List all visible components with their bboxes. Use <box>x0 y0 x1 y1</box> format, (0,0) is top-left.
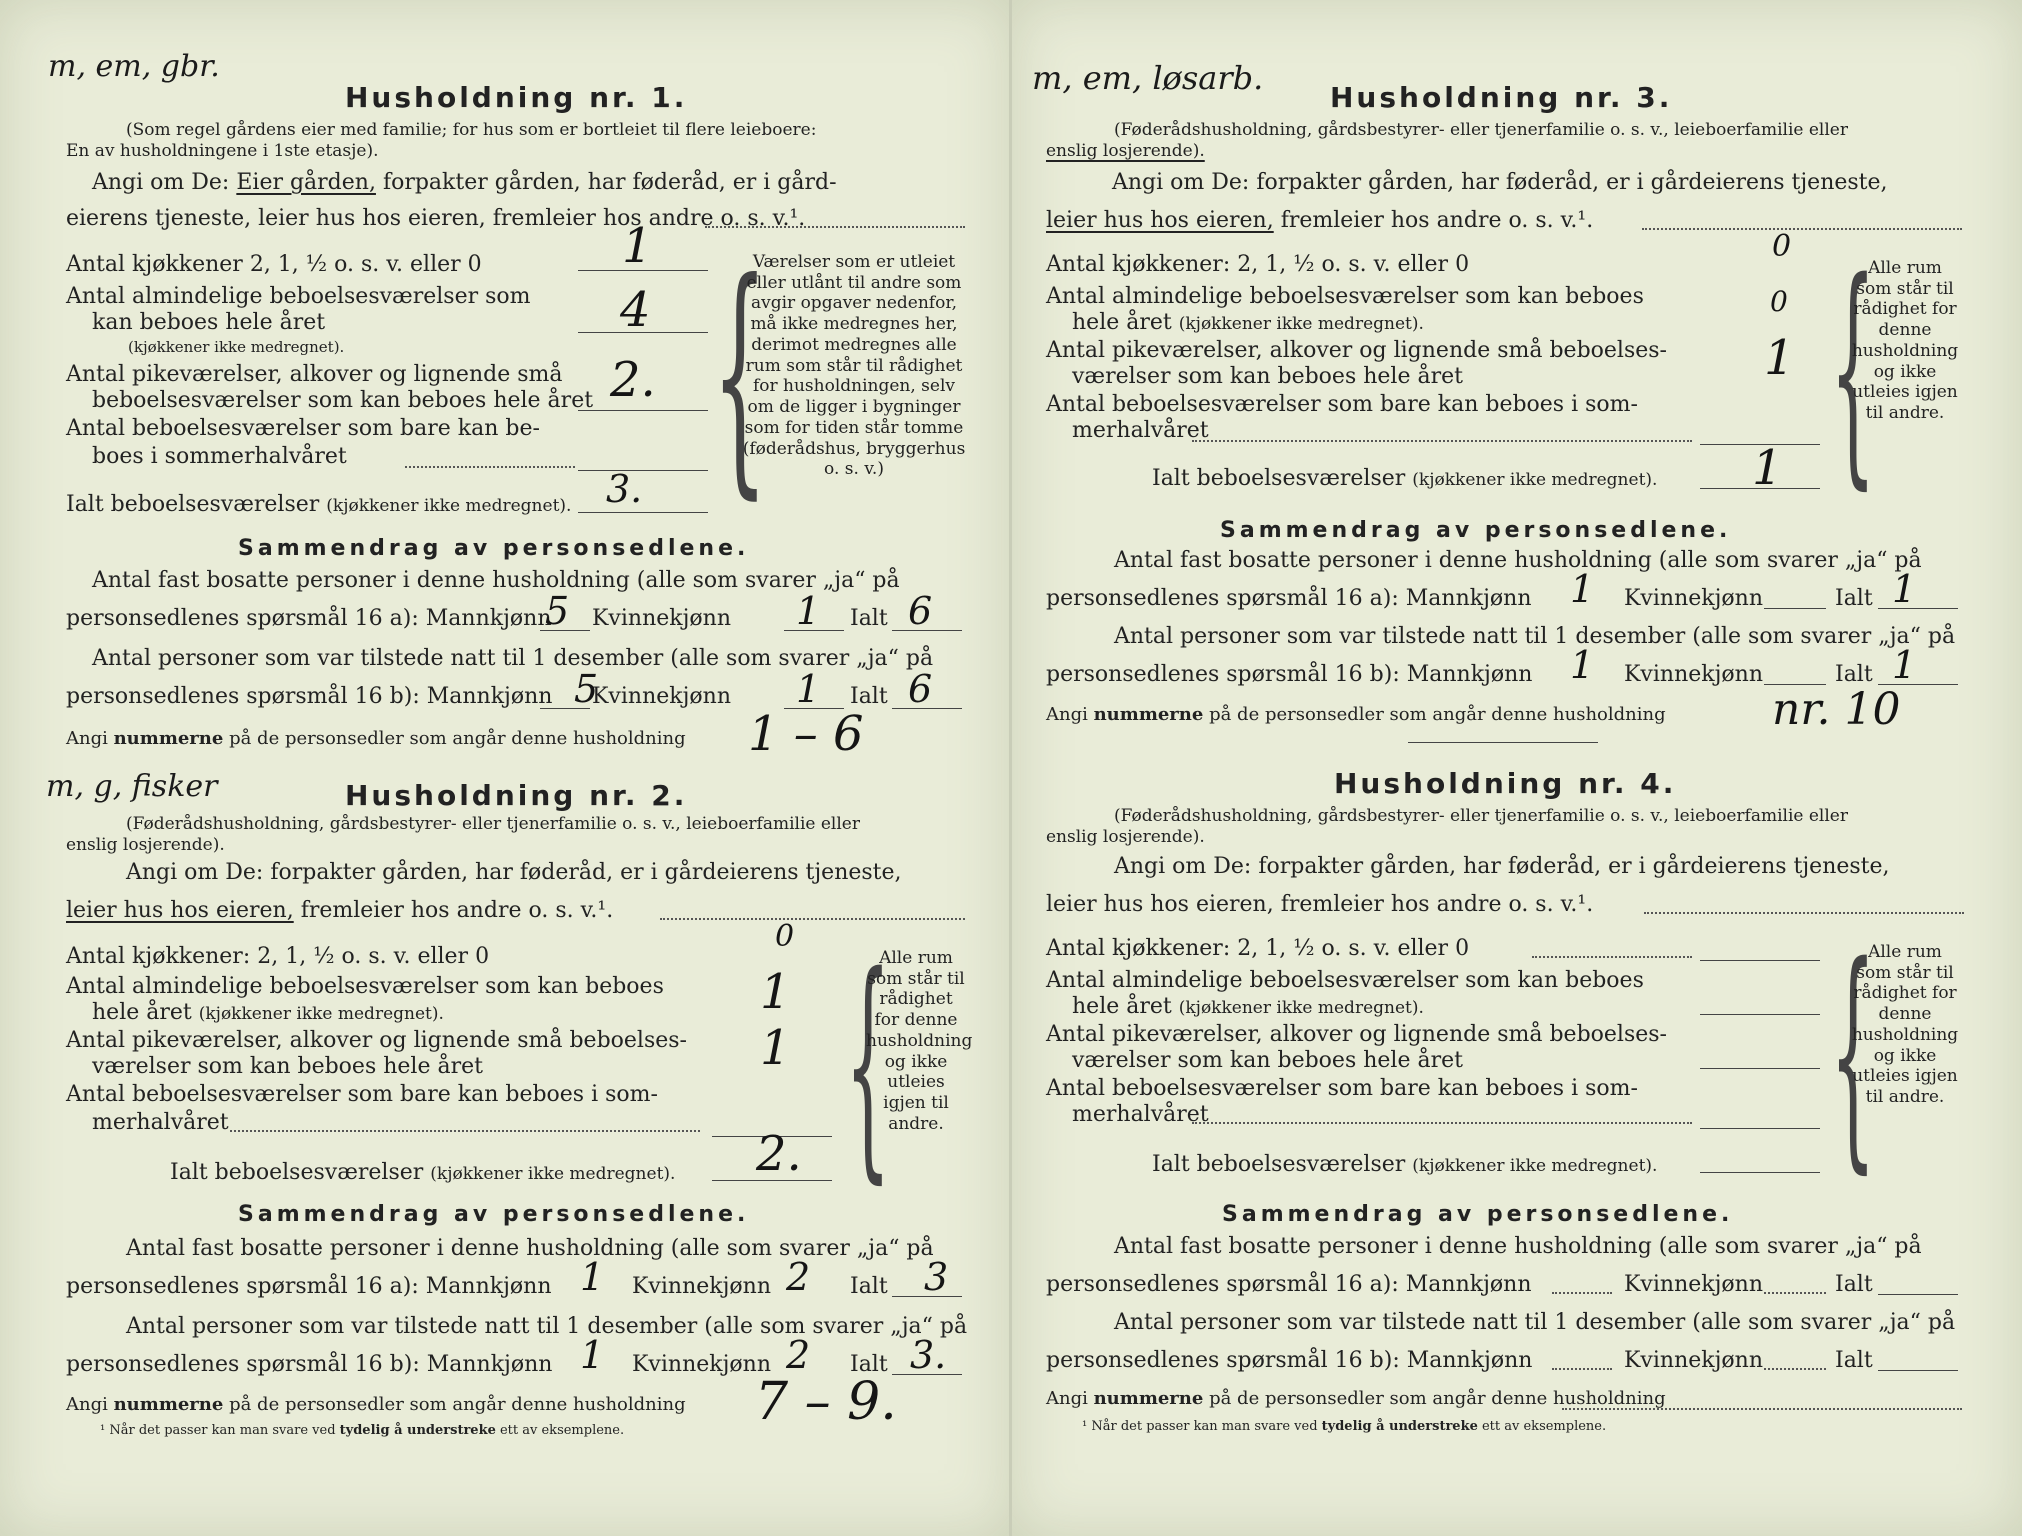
household-4-title: Husholdning nr. 4. <box>1334 767 1677 800</box>
fast-ialt-h1: 6 <box>908 589 933 633</box>
dotted-leader <box>230 1130 700 1132</box>
answer-line <box>578 470 708 471</box>
brace: { <box>1830 914 1876 1194</box>
household-1-angi-line-2: eierens tjeneste, leier hus hos eieren, fremleier hos andre o. s. v.¹. <box>66 206 806 231</box>
dotted-leader <box>1644 912 1964 914</box>
dotted-leader <box>1552 1368 1612 1370</box>
kjokkener-label-h2: Antal kjøkkener: 2, 1, ½ o. s. v. eller 0 <box>66 944 490 969</box>
fast-mann-h1: 5 <box>545 589 570 633</box>
household-2-intro: (Føderådshusholdning, gårdsbestyrer- eller tjenerfamilie o. s. v., leieboerfamilie eller <box>126 814 860 834</box>
household-2-angi-line-1: Angi om De: forpakter gården, har føderåd, er i gårdeierens tjeneste, <box>126 860 902 885</box>
footnote-left: ¹ Når det passer kan man svare ved tydelig å understreke ett av eksemplene. <box>100 1423 625 1438</box>
til-line-2-h3: personsedlenes spørsmål 16 b): Mannkjønn <box>1046 662 1533 687</box>
kvinne-label: Kvinnekjønn <box>1624 1348 1763 1373</box>
answer-line <box>1878 1294 1958 1295</box>
answer-line <box>1700 960 1820 961</box>
fast-line-2-h3: personsedlenes spørsmål 16 a): Mannkjønn <box>1046 586 1532 611</box>
left-page <box>0 0 1010 1536</box>
side-note-h3: Alle rum som står til rådighet for denne husholdning og ikke utleies igjen til andre. <box>1851 258 1959 424</box>
kjokkener-value-h1: 1 <box>622 218 653 274</box>
dotted-leader <box>405 466 575 468</box>
summary-title-h2: Sammendrag av personsedlene. <box>238 1202 750 1227</box>
ialt-label: Ialt <box>1835 662 1873 687</box>
kvinne-label: Kvinnekjønn <box>632 1274 771 1299</box>
right-page <box>1012 0 2022 1536</box>
ialt-label: Ialt <box>1835 586 1873 611</box>
handwritten-corner-note-h2: m, g, fisker <box>46 769 218 804</box>
fast-line-2-h4: personsedlenes spørsmål 16 a): Mannkjønn <box>1046 1272 1532 1297</box>
til-line-2-h2: personsedlenes spørsmål 16 b): Mannkjønn <box>66 1352 553 1377</box>
pike-value-h2: 1 <box>760 1020 791 1076</box>
answer-line <box>892 1374 962 1375</box>
fast-mann-h2: 1 <box>580 1255 605 1299</box>
underlined-leier-hus: leier hus hos eieren, <box>66 898 294 923</box>
til-ialt-h2: 3. <box>910 1333 947 1377</box>
sommer-label-h4-2: merhalvåret <box>1072 1102 1209 1127</box>
side-note-h4: Alle rum som står til rådighet for denne husholdning og ikke utleies igjen til andre. <box>1851 942 1959 1108</box>
dotted-leader <box>705 226 965 228</box>
household-2-angi-line-2: leier hus hos eieren, fremleier hos andre o. s. v.¹. <box>66 898 614 923</box>
sommer-label-h3-2: merhalvåret <box>1072 418 1209 443</box>
nummerne-line-h1: Angi nummerne på de personsedler som angår denne husholdning <box>66 728 686 749</box>
dotted-leader <box>1764 1292 1826 1294</box>
summary-title-h3: Sammendrag av personsedlene. <box>1220 518 1732 543</box>
fast-mann-h3: 1 <box>1570 567 1595 611</box>
ialt-label: Ialt <box>850 1274 888 1299</box>
fast-ialt-h3: 1 <box>1892 567 1917 611</box>
pike-label-h2-2: værelser som kan beboes hele året <box>92 1054 483 1079</box>
alm-value-h2: 1 <box>760 964 791 1020</box>
ialt-label: Ialt <box>1835 1348 1873 1373</box>
fast-line-2-h1: personsedlenes spørsmål 16 a): Mannkjønn <box>66 606 552 631</box>
answer-line <box>1878 608 1958 609</box>
answer-line <box>1700 1068 1820 1069</box>
nummerne-value-h2: 7 – 9. <box>755 1372 897 1432</box>
answer-line <box>892 1296 962 1297</box>
ialt-label: Ialt <box>850 684 888 709</box>
kjokkener-label-h3: Antal kjøkkener: 2, 1, ½ o. s. v. eller 0 <box>1046 252 1470 277</box>
kjokkener-label-h1: Antal kjøkkener 2, 1, ½ o. s. v. eller 0 <box>66 252 482 277</box>
dotted-leader <box>1532 956 1692 958</box>
til-line-1-h4: Antal personer som var tilstede natt til 1 desember (alle som svarer „ja“ på <box>1114 1310 1956 1335</box>
summary-title-h1: Sammendrag av personsedlene. <box>238 536 750 561</box>
brace: { <box>845 924 891 1204</box>
footnote-right: ¹ Når det passer kan man svare ved tydelig å understreke ett av eksemplene. <box>1082 1419 1607 1434</box>
household-4-angi-line-2: leier hus hos eieren, fremleier hos andre o. s. v.¹. <box>1046 892 1594 917</box>
til-mann-h3: 1 <box>1570 643 1595 687</box>
alm-label-h1-3: (kjøkkener ikke medregnet). <box>128 338 345 356</box>
kvinne-label: Kvinnekjønn <box>632 1352 771 1377</box>
answer-line <box>578 410 708 411</box>
nummerne-value-h1: 1 – 6 <box>748 706 864 762</box>
ialt-label-h4: Ialt beboelsesværelser (kjøkkener ikke medregnet). <box>1152 1152 1658 1177</box>
household-3-intro-2: enslig losjerende). <box>1046 141 1205 161</box>
household-2-title: Husholdning nr. 2. <box>345 779 688 812</box>
alm-label-h4-2: hele året (kjøkkener ikke medregnet). <box>1072 994 1424 1019</box>
alm-value-h1: 4 <box>620 282 651 338</box>
separator-line <box>1408 742 1598 743</box>
fast-line-1-h3: Antal fast bosatte personer i denne husholdning (alle som svarer „ja“ på <box>1114 548 1922 573</box>
dotted-leader <box>1642 228 1962 230</box>
pike-label-h4-2: værelser som kan beboes hele året <box>1072 1048 1463 1073</box>
answer-line <box>578 512 708 513</box>
ialt-value-h3: 1 <box>1752 440 1783 496</box>
fast-line-1-h4: Antal fast bosatte personer i denne husholdning (alle som svarer „ja“ på <box>1114 1234 1922 1259</box>
til-ialt-h1: 6 <box>908 667 933 711</box>
nummerne-line-h3: Angi nummerne på de personsedler som angår denne husholdning <box>1046 704 1666 725</box>
pike-value-h1: 2. <box>610 352 656 408</box>
sommer-label-h3-1: Antal beboelsesværelser som bare kan beboes i som- <box>1046 392 1638 417</box>
fast-kvinne-h1: 1 <box>796 589 821 633</box>
alm-label-h3-2: hele året (kjøkkener ikke medregnet). <box>1072 310 1424 335</box>
nummerne-value-h3: nr. 10 <box>1772 684 1901 735</box>
sommer-label-h2-1: Antal beboelsesværelser som bare kan beboes i som- <box>66 1082 658 1107</box>
ialt-label: Ialt <box>1835 1272 1873 1297</box>
dotted-leader <box>1192 1122 1692 1124</box>
household-3-angi-line-2: leier hus hos eieren, fremleier hos andre o. s. v.¹. <box>1046 208 1594 233</box>
kjokkener-label-h4: Antal kjøkkener: 2, 1, ½ o. s. v. eller 0 <box>1046 936 1470 961</box>
answer-line <box>1878 1370 1958 1371</box>
ialt-value-h1: 3. <box>606 467 643 511</box>
brace: { <box>1830 230 1876 510</box>
household-3-title: Husholdning nr. 3. <box>1330 81 1673 114</box>
til-line-2-h4: personsedlenes spørsmål 16 b): Mannkjønn <box>1046 1348 1533 1373</box>
pike-value-h3: 1 <box>1764 330 1795 386</box>
kvinne-label: Kvinnekjønn <box>1624 1272 1763 1297</box>
til-line-2-h1: personsedlenes spørsmål 16 b): Mannkjønn <box>66 684 553 709</box>
household-3-angi-line-1: Angi om De: forpakter gården, har føderåd, er i gårdeierens tjeneste, <box>1112 170 1888 195</box>
pike-label-h2-1: Antal pikeværelser, alkover og lignende små beboelses- <box>66 1028 687 1053</box>
kvinne-label: Kvinnekjønn <box>592 684 731 709</box>
kvinne-label: Kvinnekjønn <box>1624 586 1763 611</box>
household-1-intro: (Som regel gårdens eier med familie; for hus som er bortleiet til flere leieboere: <box>126 120 817 140</box>
fast-line-1-h1: Antal fast bosatte personer i denne husholdning (alle som svarer „ja“ på <box>92 568 900 593</box>
fast-ialt-h2: 3 <box>924 1255 949 1299</box>
kjokkener-value-h3: 0 <box>1772 229 1792 264</box>
til-kvinne-h2: 2 <box>786 1333 811 1377</box>
household-1-title: Husholdning nr. 1. <box>345 81 688 114</box>
answer-line <box>1700 1014 1820 1015</box>
handwritten-corner-note-h1: m, em, gbr. <box>48 49 220 84</box>
til-line-1-h2: Antal personer som var tilstede natt til 1 desember (alle som svarer „ja“ på <box>126 1314 968 1339</box>
nummerne-line-h2: Angi nummerne på de personsedler som angår denne husholdning <box>66 1394 686 1415</box>
fast-kvinne-h2: 2 <box>786 1255 811 1299</box>
dotted-leader <box>1764 1368 1826 1370</box>
household-3-intro: (Føderådshusholdning, gårdsbestyrer- eller tjenerfamilie o. s. v., leieboerfamilie eller <box>1114 120 1848 140</box>
answer-line <box>1700 1172 1820 1173</box>
underlined-leier-hus: leier hus hos eieren, <box>1046 208 1274 233</box>
fast-line-2-h2: personsedlenes spørsmål 16 a): Mannkjønn <box>66 1274 552 1299</box>
til-mann-h1: 5 <box>574 667 599 711</box>
kjokkener-value-h2: 0 <box>775 919 795 954</box>
handwritten-corner-note-h3: m, em, løsarb. <box>1032 59 1264 97</box>
household-2-intro-2: enslig losjerende). <box>66 835 225 855</box>
til-line-1-h3: Antal personer som var tilstede natt til 1 desember (alle som svarer „ja“ på <box>1114 624 1956 649</box>
dotted-leader <box>1552 1292 1612 1294</box>
ialt-value-h2: 2. <box>756 1126 802 1182</box>
alm-value-h3: 0 <box>1770 285 1788 318</box>
side-note-h1: Værelser som er utleiet eller utlånt til andre som avgir opgaver nedenfor, må ikke medregnes her, derimot medregnes alle rum som står til rådighet for husholdningen, selv om de ligger i bygninger som for tiden står tomme (føderådshus, bryggerhus o. s. v.) <box>742 252 966 480</box>
sommer-label-h4-1: Antal beboelsesværelser som bare kan beboes i som- <box>1046 1076 1638 1101</box>
household-4-intro: (Føderådshusholdning, gårdsbestyrer- eller tjenerfamilie o. s. v., leieboerfamilie eller <box>1114 806 1848 826</box>
kvinne-label: Kvinnekjønn <box>592 606 731 631</box>
dotted-leader <box>1192 440 1692 442</box>
household-1-intro-2: En av husholdningene i 1ste etasje). <box>66 141 379 161</box>
ialt-label-h1: Ialt beboelsesværelser (kjøkkener ikke medregnet). <box>66 492 572 517</box>
ialt-label-h2: Ialt beboelsesværelser (kjøkkener ikke medregnet). <box>170 1160 676 1185</box>
ialt-label-h3: Ialt beboelsesværelser (kjøkkener ikke medregnet). <box>1152 466 1658 491</box>
pike-label-h3-1: Antal pikeværelser, alkover og lignende små beboelses- <box>1046 338 1667 363</box>
nummerne-line-h4: Angi nummerne på de personsedler som angår denne husholdning <box>1046 1388 1666 1409</box>
answer-line <box>1764 608 1826 609</box>
dotted-leader <box>1562 1408 1962 1410</box>
fast-line-1-h2: Antal fast bosatte personer i denne husholdning (alle som svarer „ja“ på <box>126 1236 934 1261</box>
pike-label-h4-1: Antal pikeværelser, alkover og lignende små beboelses- <box>1046 1022 1667 1047</box>
dotted-leader <box>660 918 965 920</box>
household-4-angi-line-1: Angi om De: forpakter gården, har føderåd, er i gårdeierens tjeneste, <box>1114 854 1890 879</box>
pike-label-h3-2: værelser som kan beboes hele året <box>1072 364 1463 389</box>
side-note-h2: Alle rum som står til rådighet for denne husholdning og ikke utleies igjen til andre. <box>866 948 973 1134</box>
ialt-label: Ialt <box>850 606 888 631</box>
kvinne-label: Kvinnekjønn <box>1624 662 1763 687</box>
sommer-label-h2-2: merhalvåret <box>92 1110 229 1135</box>
alm-label-h2-2: hele året (kjøkkener ikke medregnet). <box>92 1000 444 1025</box>
underlined-eier-garden: Eier gården, <box>236 170 376 195</box>
alm-label-h1-1: Antal almindelige beboelsesværelser som <box>66 284 531 309</box>
alm-label-h3-1: Antal almindelige beboelsesværelser som kan beboes <box>1046 284 1644 309</box>
til-kvinne-h1: 1 <box>796 667 821 711</box>
sommer-label-h1-1: Antal beboelsesværelser som bare kan be- <box>66 416 540 441</box>
pike-label-h1-1: Antal pikeværelser, alkover og lignende små <box>66 362 563 387</box>
alm-label-h2-1: Antal almindelige beboelsesværelser som kan beboes <box>66 974 664 999</box>
alm-label-h4-1: Antal almindelige beboelsesværelser som kan beboes <box>1046 968 1644 993</box>
pike-label-h1-2: beboelsesværelser som kan beboes hele året <box>92 388 594 413</box>
summary-title-h4: Sammendrag av personsedlene. <box>1222 1202 1734 1227</box>
til-line-1-h1: Antal personer som var tilstede natt til 1 desember (alle som svarer „ja“ på <box>92 646 934 671</box>
household-4-intro-2: enslig losjerende). <box>1046 827 1205 847</box>
ialt-label: Ialt <box>850 1352 888 1377</box>
household-1-angi-line-1: Angi om De: Eier gården, forpakter gården, har føderåd, er i gård- <box>92 170 837 195</box>
answer-line <box>1700 1128 1820 1129</box>
brace: { <box>712 229 768 520</box>
sommer-label-h1-2: boes i sommerhalvåret <box>92 444 347 469</box>
alm-label-h1-2: kan beboes hele året <box>92 310 326 335</box>
til-ialt-h3: 1 <box>1892 643 1917 687</box>
til-mann-h2: 1 <box>580 1333 605 1377</box>
